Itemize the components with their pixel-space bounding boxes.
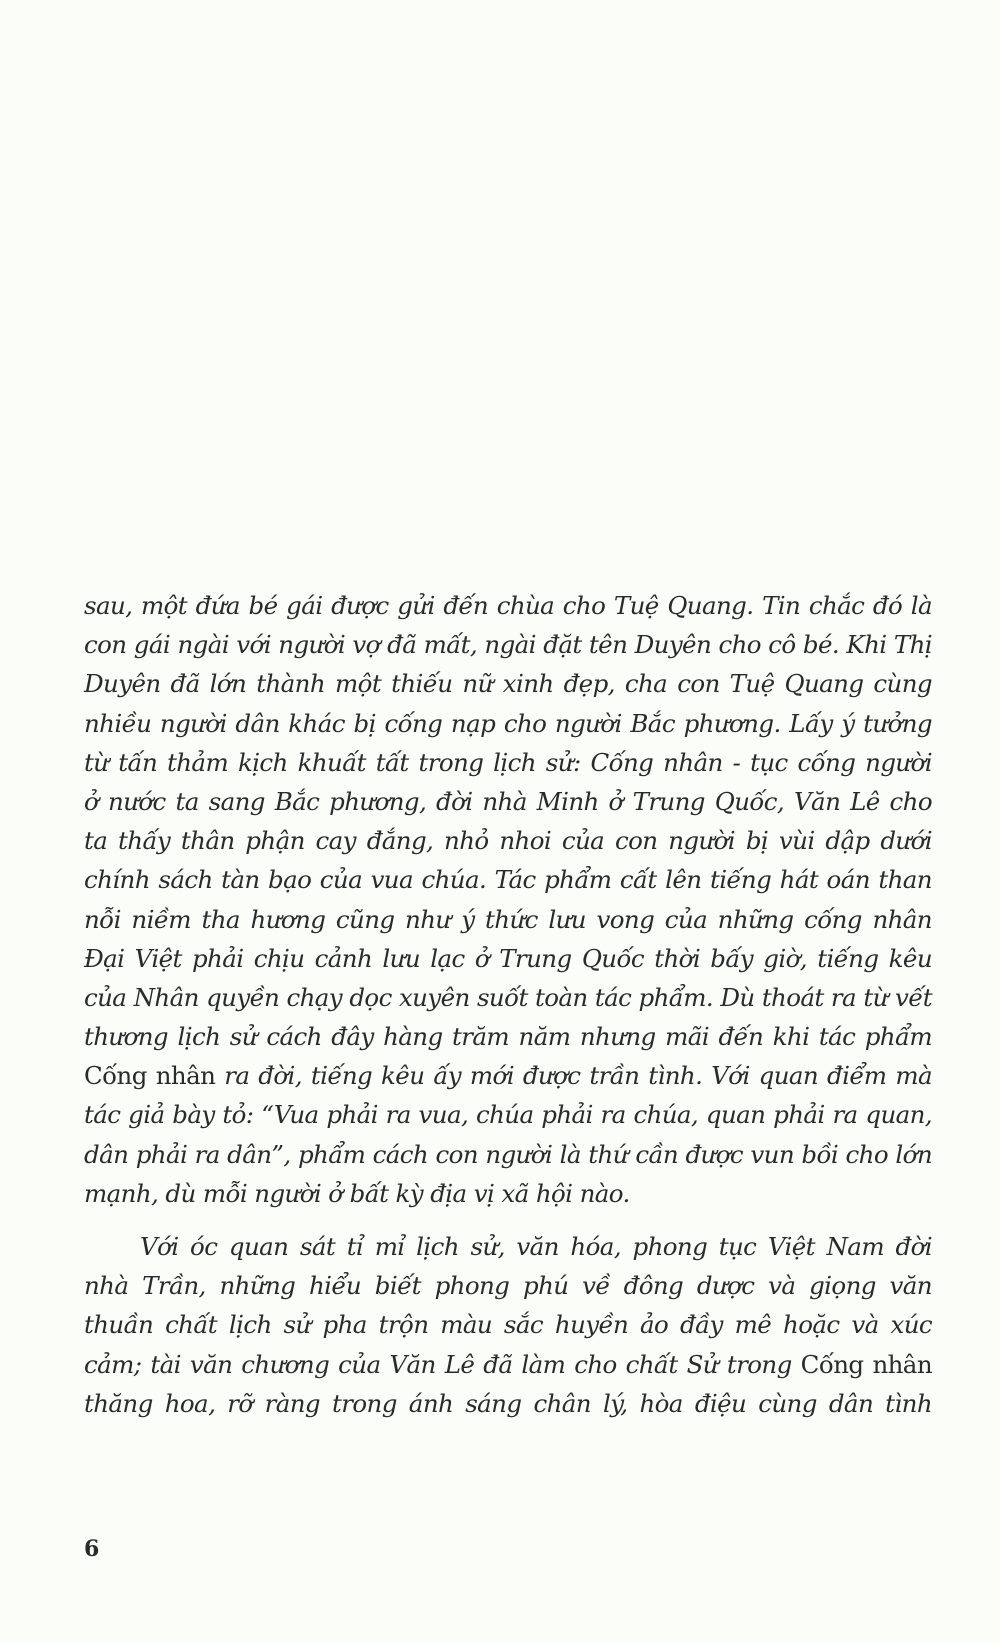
text-line: thăng hoa, rỡ ràng trong ánh sáng chân lý, hòa điệu cùng dân tình [84,1388,932,1418]
body-text [84,586,932,1423]
text-line: từ tấn thảm kịch khuất tất trong lịch sử: Cống nhân - tục cống người [84,747,932,777]
text-line: của Nhân quyền chạy dọc xuyên suốt toàn tác phẩm. Dù thoát ra từ vết [84,982,932,1012]
text-line: Với óc quan sát tỉ mỉ lịch sử, văn hóa, phong tục Việt Nam đời [140,1232,932,1261]
text-line: chính sách tàn bạo của vua chúa. Tác phẩm cất lên tiếng hát oán than [84,865,932,895]
text-line: Đại Việt phải chịu cảnh lưu lạc ở Trung Quốc thời bấy giờ, tiếng kêu [84,943,932,973]
text-line: con gái ngài với người vợ đã mất, ngài đặt tên Duyên cho cô bé. Khi Thị [84,630,932,660]
text-run: ra đời, tiếng kêu ấy mới được trần tình. Với quan điểm mà [215,1061,933,1091]
text-line [84,1345,932,1384]
text-line: nỗi niềm tha hương cũng như ý thức lưu vong của những cống nhân [84,904,932,934]
text-line [84,1056,932,1095]
text-line: mạnh, dù mỗi người ở bất kỳ địa vị xã hội nào. [84,1178,630,1208]
text-line: ở nước ta sang Bắc phương, đời nhà Minh ở Trung Quốc, Văn Lê cho [84,786,932,816]
paragraph-gap [84,1213,932,1227]
text-line: ta thấy thân phận cay đắng, nhỏ nhoi của con người bị vùi dập dưới [84,826,932,856]
book-title: Cống nhân [84,1061,216,1091]
text-line: thương lịch sử cách đây hàng trăm năm nhưng mãi đến khi tác phẩm [84,1022,932,1052]
text-run: cảm; tài văn chương của Văn Lê đã làm cho chất Sử trong [84,1349,801,1379]
text-line: nhiều người dân khác bị cống nạp cho người Bắc phương. Lấy ý tưởng [84,708,932,738]
page-number: 6 [84,1536,100,1562]
text-line: nhà Trần, những hiểu biết phong phú về đông dược và giọng văn [84,1271,932,1301]
text-line: dân phải ra dân”, phẩm cách con người là thứ cần được vun bồi cho lớn [84,1139,932,1169]
book-title: Cống nhân [800,1349,932,1379]
text-line: Duyên đã lớn thành một thiếu nữ xinh đẹp, cha con Tuệ Quang cùng [84,669,932,699]
text-line: thuần chất lịch sử pha trộn màu sắc huyền ảo đầy mê hoặc và xúc [84,1310,932,1340]
text-line: sau, một đứa bé gái được gửi đến chùa cho Tuệ Quang. Tin chắc đó là [84,591,932,620]
text-line: tác giả bày tỏ: “Vua phải ra vua, chúa phải ra chúa, quan phải ra quan, [84,1100,932,1130]
